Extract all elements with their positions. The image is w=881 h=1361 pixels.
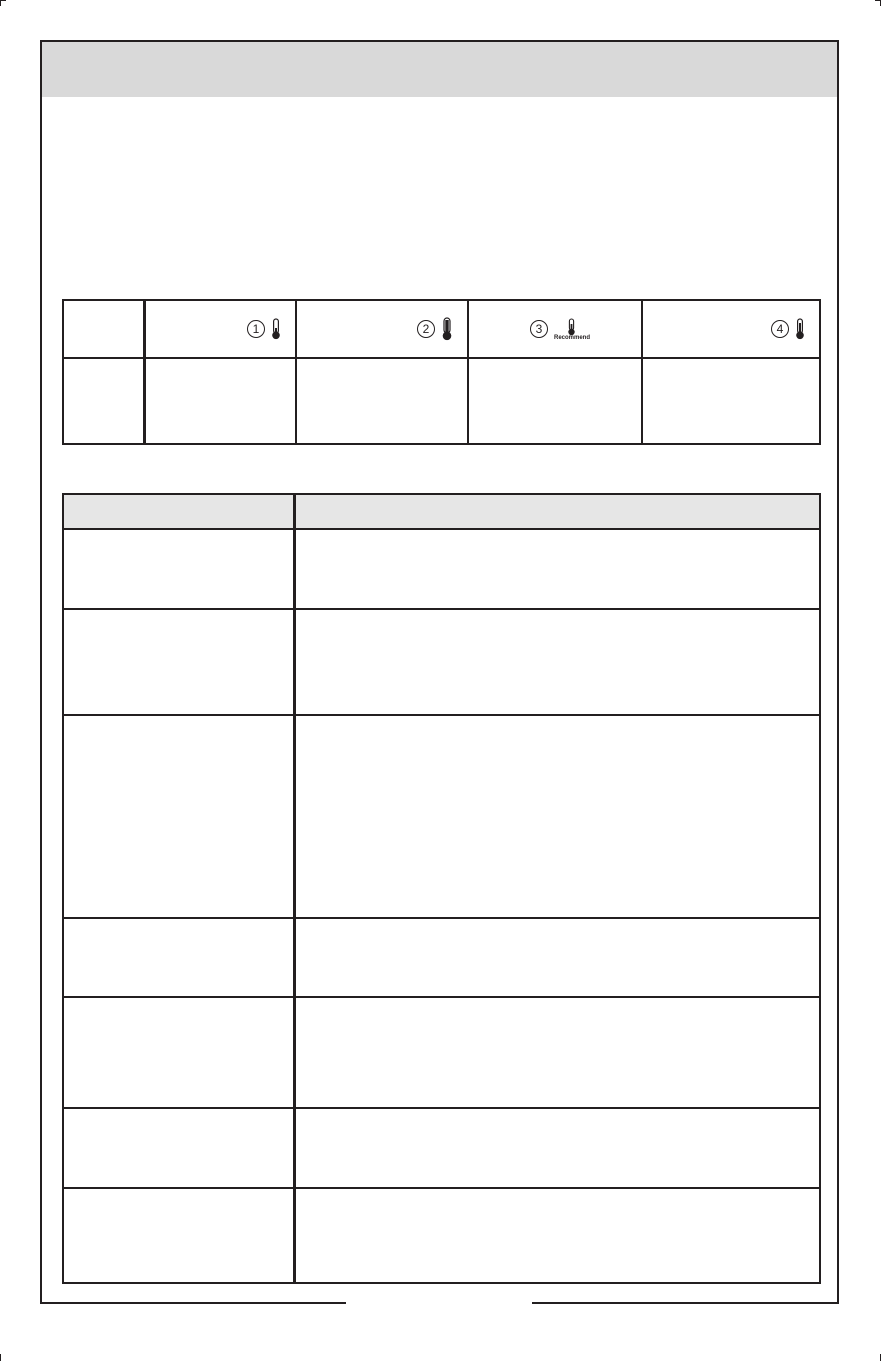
table-cell [63, 529, 295, 609]
crop-mark [0, 0, 1, 6]
table-cell [63, 918, 295, 997]
table-header-row [63, 494, 820, 529]
table-row [63, 1108, 820, 1188]
troubleshooting-table [62, 493, 821, 1284]
setting-number: 4 [771, 320, 789, 338]
table-row [63, 715, 820, 918]
table-cell [295, 529, 821, 609]
table-cell [295, 918, 821, 997]
table-cell [63, 1108, 295, 1188]
setting-number: 2 [417, 320, 435, 338]
crop-mark [0, 1354, 1, 1361]
temp-setting-1 [144, 300, 296, 358]
thermometer-high-icon [795, 318, 805, 340]
table-cell [63, 715, 295, 918]
table-cell [63, 1188, 295, 1283]
setting-number: 3 [530, 320, 548, 338]
footer-page-number-gap [346, 1299, 532, 1305]
table-cell [295, 997, 821, 1108]
temp-setting-3 [468, 300, 642, 358]
temp-setting-2 [296, 300, 468, 358]
table-cell [63, 358, 144, 444]
setting-number: 1 [247, 320, 265, 338]
table-header-cell [63, 494, 295, 529]
temp-setting-4 [642, 300, 820, 358]
header-bar [42, 42, 837, 97]
table-row [63, 529, 820, 609]
table-row [63, 609, 820, 715]
table-cell [63, 609, 295, 715]
temperature-settings-table [62, 299, 821, 445]
table-cell [144, 358, 296, 444]
table-row [63, 1188, 820, 1283]
table-row [63, 997, 820, 1108]
table-header-cell [295, 494, 821, 529]
crop-mark [875, 0, 881, 1]
thermometer-full-icon [441, 317, 453, 341]
table-cell [642, 358, 820, 444]
table-cell [295, 1188, 821, 1283]
recommend-label: Recommend [553, 334, 590, 341]
table-row [63, 358, 820, 444]
table-row [63, 918, 820, 997]
page-frame [40, 40, 839, 1304]
table-cell [296, 358, 468, 444]
table-cell [63, 997, 295, 1108]
thermometer-medium-icon [567, 318, 576, 336]
table-cell [295, 715, 821, 918]
table-cell [295, 609, 821, 715]
table-cell [63, 300, 144, 358]
table-cell [468, 358, 642, 444]
table-cell [295, 1108, 821, 1188]
thermometer-low-icon [271, 318, 281, 340]
table-row [63, 300, 820, 358]
